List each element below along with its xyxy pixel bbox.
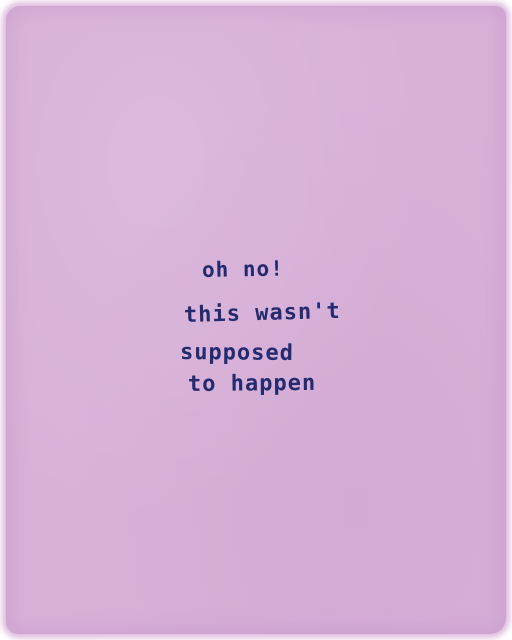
note-line-2: this wasn't <box>183 298 341 328</box>
note-line-3: supposed <box>179 340 295 366</box>
note-line-4: to happen <box>187 370 317 397</box>
note-line-1: oh no! <box>201 256 285 282</box>
